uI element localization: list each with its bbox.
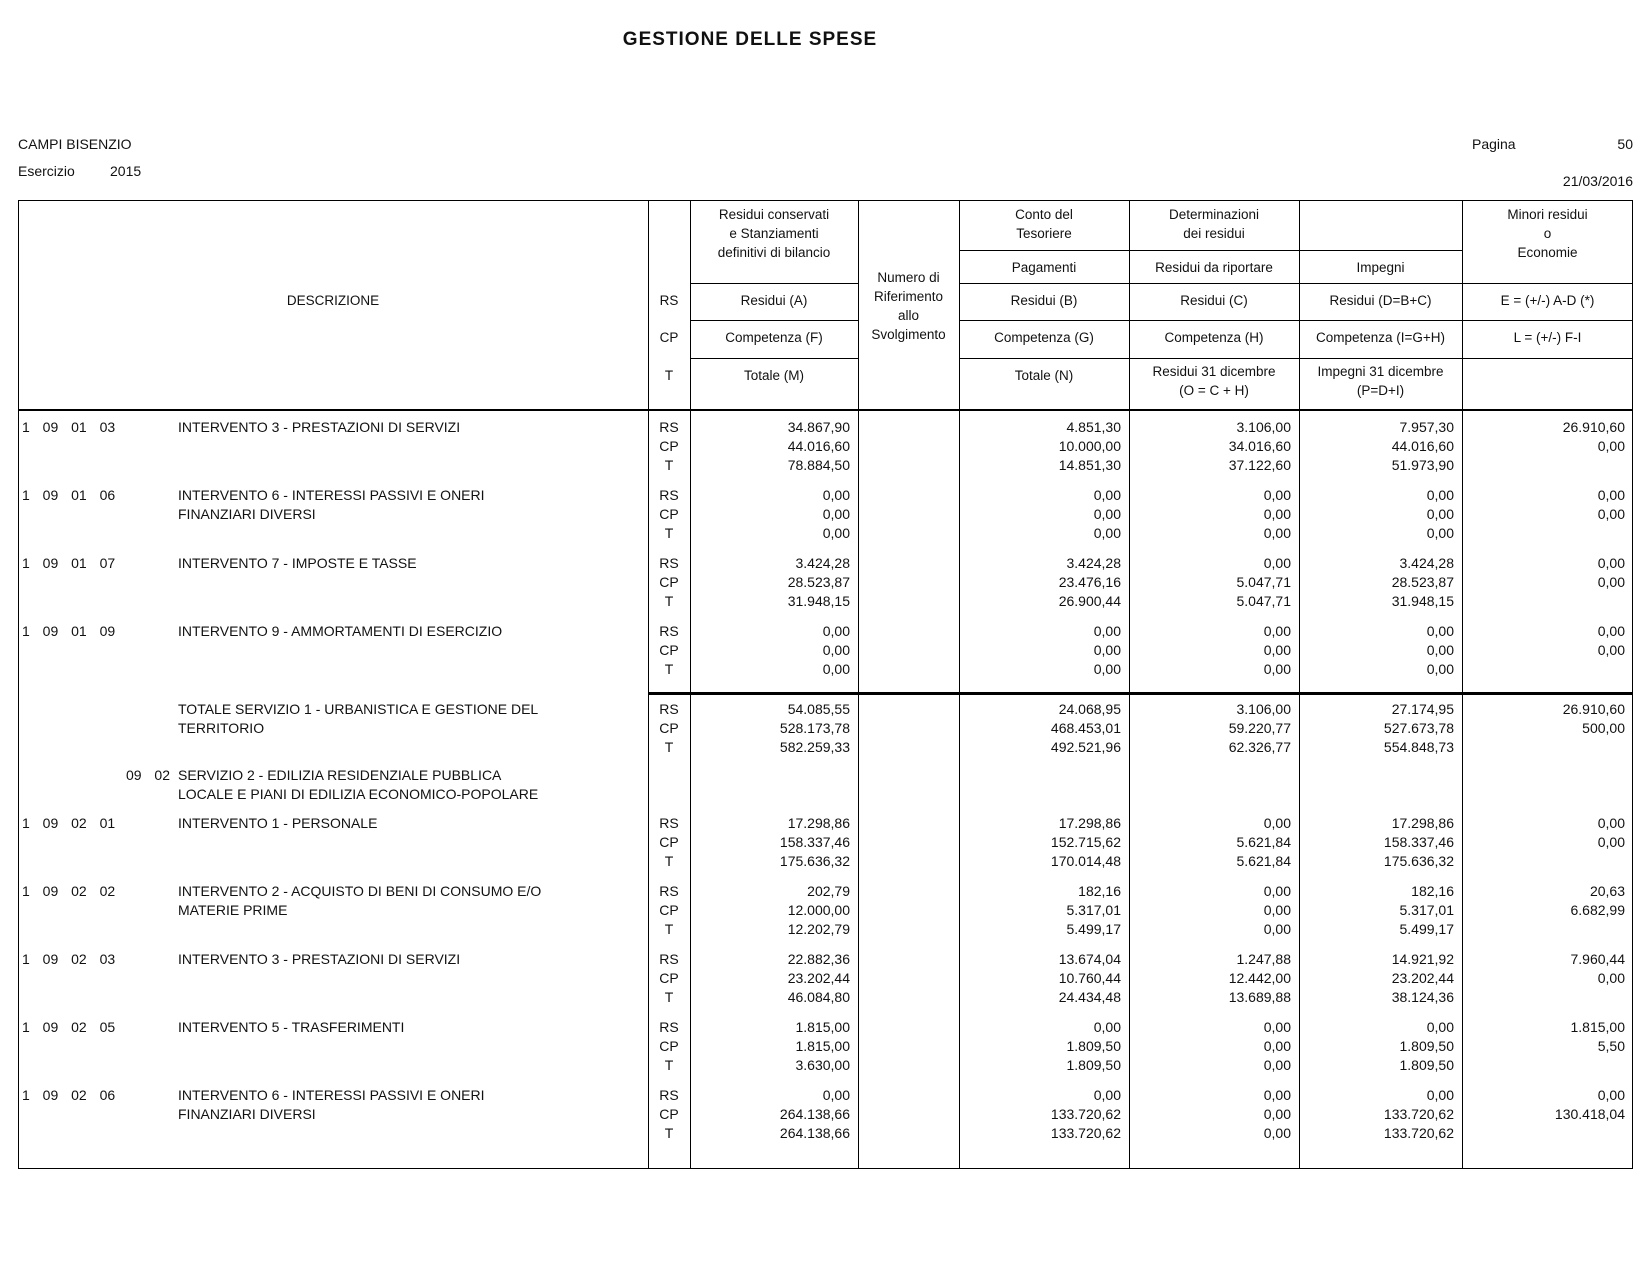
value-cell-d: 28.523,87 xyxy=(1391,574,1454,590)
value-cell-e: 0,00 xyxy=(1597,487,1625,503)
value-cell-c: 3.106,00 xyxy=(1236,701,1291,717)
value-cell-d: 0,00 xyxy=(1426,623,1454,639)
row-type-label: CP xyxy=(659,1038,679,1054)
value-cell-b: 468.453,01 xyxy=(1050,720,1121,736)
column-header-competenza-h: Competenza (H) xyxy=(1164,330,1264,345)
value-cell-c: 0,00 xyxy=(1263,487,1291,503)
row-description: INTERVENTO 3 - PRESTAZIONI DI SERVIZI xyxy=(178,951,461,967)
row-code: 1 09 02 03 xyxy=(22,951,116,967)
value-cell-b: 0,00 xyxy=(1093,1087,1121,1103)
row-code: 1 09 02 06 xyxy=(22,1087,116,1103)
value-cell-b: 24.434,48 xyxy=(1058,989,1121,1005)
value-cell-e: 26.910,60 xyxy=(1562,419,1625,435)
column-header-formula-l: L = (+/-) F-I xyxy=(1513,330,1582,345)
value-cell-b: 0,00 xyxy=(1093,623,1121,639)
value-cell-c: 0,00 xyxy=(1263,1057,1291,1073)
row-description: MATERIE PRIME xyxy=(178,902,288,918)
value-cell-d: 0,00 xyxy=(1426,1087,1454,1103)
value-cell-d: 5.317,01 xyxy=(1399,902,1454,918)
row-type-label: RS xyxy=(659,951,679,967)
value-cell-a: 28.523,87 xyxy=(787,574,850,590)
value-cell-a: 1.815,00 xyxy=(795,1038,850,1054)
value-cell-d: 1.809,50 xyxy=(1399,1057,1454,1073)
row-code: 1 09 02 02 xyxy=(22,883,116,899)
row-description: INTERVENTO 9 - AMMORTAMENTI DI ESERCIZIO xyxy=(178,623,503,639)
column-header-conto-tesoriere: Tesoriere xyxy=(1016,226,1072,241)
value-cell-e: 0,00 xyxy=(1597,506,1625,522)
value-cell-b: 152.715,62 xyxy=(1050,834,1121,850)
value-cell-d: 27.174,95 xyxy=(1391,701,1454,717)
value-cell-d: 175.636,32 xyxy=(1383,853,1454,869)
column-header-residui-31-dicembre: (O = C + H) xyxy=(1179,383,1249,398)
value-cell-a: 264.138,66 xyxy=(779,1106,850,1122)
value-cell-b: 0,00 xyxy=(1093,487,1121,503)
row-type-cp-label: CP xyxy=(659,330,679,345)
table-gridline-horizontal xyxy=(690,283,858,284)
value-cell-e: 0,00 xyxy=(1597,834,1625,850)
value-cell-e: 0,00 xyxy=(1597,574,1625,590)
value-cell-b: 0,00 xyxy=(1093,642,1121,658)
value-cell-a: 0,00 xyxy=(822,661,850,677)
table-gridline-horizontal xyxy=(18,1168,1633,1169)
value-cell-a: 202,79 xyxy=(807,883,850,899)
value-cell-a: 3.424,28 xyxy=(795,555,850,571)
value-cell-c: 5.047,71 xyxy=(1236,574,1291,590)
value-cell-e: 0,00 xyxy=(1597,1087,1625,1103)
value-cell-b: 23.476,16 xyxy=(1058,574,1121,590)
value-cell-c: 0,00 xyxy=(1263,506,1291,522)
column-header-minori-residui: o xyxy=(1543,226,1552,241)
column-header-residui-c: Residui (C) xyxy=(1180,293,1248,308)
row-description: FINANZIARI DIVERSI xyxy=(178,506,316,522)
value-cell-b: 0,00 xyxy=(1093,525,1121,541)
value-cell-c: 34.016,60 xyxy=(1228,438,1291,454)
value-cell-d: 0,00 xyxy=(1426,1019,1454,1035)
row-code: 1 09 02 01 xyxy=(22,815,116,831)
value-cell-c: 0,00 xyxy=(1263,661,1291,677)
value-cell-c: 0,00 xyxy=(1263,642,1291,658)
row-type-label: T xyxy=(664,1125,674,1141)
value-cell-b: 10.000,00 xyxy=(1058,438,1121,454)
value-cell-d: 23.202,44 xyxy=(1391,970,1454,986)
value-cell-a: 0,00 xyxy=(822,487,850,503)
value-cell-c: 13.689,88 xyxy=(1228,989,1291,1005)
value-cell-b: 24.068,95 xyxy=(1058,701,1121,717)
column-header-residui-conservati: Residui conservati xyxy=(718,207,830,222)
value-cell-e: 0,00 xyxy=(1597,642,1625,658)
value-cell-a: 78.884,50 xyxy=(787,457,850,473)
value-cell-c: 59.220,77 xyxy=(1228,720,1291,736)
row-type-label: RS xyxy=(659,1087,679,1103)
value-cell-b: 13.674,04 xyxy=(1058,951,1121,967)
row-type-label: CP xyxy=(659,642,679,658)
row-type-rs-label: RS xyxy=(659,293,679,308)
value-cell-c: 62.326,77 xyxy=(1228,739,1291,755)
value-cell-c: 3.106,00 xyxy=(1236,419,1291,435)
column-header-competenza-i: Competenza (I=G+H) xyxy=(1315,330,1446,345)
value-cell-a: 264.138,66 xyxy=(779,1125,850,1141)
row-type-label: CP xyxy=(659,506,679,522)
value-cell-a: 158.337,46 xyxy=(779,834,850,850)
column-header-formula-e: E = (+/-) A-D (*) xyxy=(1500,293,1595,308)
value-cell-a: 528.173,78 xyxy=(779,720,850,736)
value-cell-a: 0,00 xyxy=(822,642,850,658)
value-cell-b: 3.424,28 xyxy=(1066,555,1121,571)
value-cell-a: 12.000,00 xyxy=(787,902,850,918)
value-cell-e: 7.960,44 xyxy=(1570,951,1625,967)
value-cell-b: 133.720,62 xyxy=(1050,1106,1121,1122)
value-cell-b: 0,00 xyxy=(1093,506,1121,522)
column-header-impegni: Impegni xyxy=(1356,260,1405,275)
value-cell-c: 1.247,88 xyxy=(1236,951,1291,967)
column-header-pagamenti: Pagamenti xyxy=(1011,260,1077,275)
value-cell-a: 175.636,32 xyxy=(779,853,850,869)
value-cell-c: 5.621,84 xyxy=(1236,834,1291,850)
value-cell-c: 0,00 xyxy=(1263,921,1291,937)
row-type-label: T xyxy=(664,853,674,869)
column-header-residui-d: Residui (D=B+C) xyxy=(1329,293,1432,308)
value-cell-b: 1.809,50 xyxy=(1066,1057,1121,1073)
table-gridline-horizontal xyxy=(959,320,1633,321)
value-cell-b: 0,00 xyxy=(1093,661,1121,677)
value-cell-c: 0,00 xyxy=(1263,1106,1291,1122)
value-cell-d: 554.848,73 xyxy=(1383,739,1454,755)
column-header-numero-riferimento: Svolgimento xyxy=(871,327,946,342)
table-gridline-horizontal xyxy=(648,692,1633,695)
column-header-minori-residui: Minori residui xyxy=(1507,207,1588,222)
value-cell-a: 0,00 xyxy=(822,506,850,522)
column-header-totale-n: Totale (N) xyxy=(1014,368,1074,383)
column-header-determinazioni: Determinazioni xyxy=(1168,207,1260,222)
value-cell-a: 1.815,00 xyxy=(795,1019,850,1035)
row-code: 1 09 01 07 xyxy=(22,555,116,571)
value-cell-e: 0,00 xyxy=(1597,815,1625,831)
service-row-description: SERVIZIO 2 - EDILIZIA RESIDENZIALE PUBBLICA xyxy=(178,767,502,783)
report-date: 21/03/2016 xyxy=(1562,173,1633,189)
value-cell-d: 0,00 xyxy=(1426,661,1454,677)
row-type-label: RS xyxy=(659,883,679,899)
value-cell-e: 0,00 xyxy=(1597,555,1625,571)
row-type-label: T xyxy=(664,593,674,609)
row-type-label: RS xyxy=(659,555,679,571)
column-header-minori-residui: Economie xyxy=(1517,245,1578,260)
row-description: INTERVENTO 7 - IMPOSTE E TASSE xyxy=(178,555,417,571)
row-code: 1 09 01 09 xyxy=(22,623,116,639)
value-cell-b: 5.499,17 xyxy=(1066,921,1121,937)
value-cell-c: 12.442,00 xyxy=(1228,970,1291,986)
value-cell-d: 3.424,28 xyxy=(1399,555,1454,571)
pagina-value: 50 xyxy=(1617,136,1633,152)
value-cell-e: 0,00 xyxy=(1597,438,1625,454)
total-row-description: TERRITORIO xyxy=(178,720,265,736)
value-cell-b: 5.317,01 xyxy=(1066,902,1121,918)
value-cell-d: 31.948,15 xyxy=(1391,593,1454,609)
value-cell-d: 5.499,17 xyxy=(1399,921,1454,937)
value-cell-b: 182,16 xyxy=(1078,883,1121,899)
entity-name: CAMPI BISENZIO xyxy=(18,136,132,152)
column-header-residui-conservati: e Stanziamenti xyxy=(729,226,819,241)
value-cell-c: 37.122,60 xyxy=(1228,457,1291,473)
value-cell-a: 23.202,44 xyxy=(787,970,850,986)
value-cell-a: 0,00 xyxy=(822,525,850,541)
column-header-numero-riferimento: allo xyxy=(897,308,919,323)
value-cell-e: 1.815,00 xyxy=(1570,1019,1625,1035)
service-code: 09 02 xyxy=(125,767,170,783)
value-cell-d: 38.124,36 xyxy=(1391,989,1454,1005)
value-cell-d: 0,00 xyxy=(1426,487,1454,503)
row-type-label: CP xyxy=(659,902,679,918)
row-code: 1 09 01 03 xyxy=(22,419,116,435)
value-cell-b: 133.720,62 xyxy=(1050,1125,1121,1141)
row-type-label: RS xyxy=(659,1019,679,1035)
value-cell-a: 34.867,90 xyxy=(787,419,850,435)
value-cell-c: 0,00 xyxy=(1263,815,1291,831)
value-cell-e: 6.682,99 xyxy=(1570,902,1625,918)
value-cell-d: 158.337,46 xyxy=(1383,834,1454,850)
row-code: 1 09 02 05 xyxy=(22,1019,116,1035)
row-description: INTERVENTO 5 - TRASFERIMENTI xyxy=(178,1019,405,1035)
table-gridline-horizontal xyxy=(690,320,858,321)
column-header-residui-a: Residui (A) xyxy=(740,293,808,308)
value-cell-b: 17.298,86 xyxy=(1058,815,1121,831)
row-description: FINANZIARI DIVERSI xyxy=(178,1106,316,1122)
value-cell-d: 182,16 xyxy=(1411,883,1454,899)
value-cell-d: 1.809,50 xyxy=(1399,1038,1454,1054)
esercizio-year: 2015 xyxy=(110,163,142,179)
row-type-label: RS xyxy=(659,623,679,639)
table-gridline-vertical xyxy=(18,200,19,1168)
row-type-label: RS xyxy=(659,701,679,717)
esercizio-label: Esercizio xyxy=(18,163,75,179)
value-cell-a: 17.298,86 xyxy=(787,815,850,831)
value-cell-d: 133.720,62 xyxy=(1383,1125,1454,1141)
value-cell-a: 3.630,00 xyxy=(795,1057,850,1073)
row-type-label: CP xyxy=(659,574,679,590)
row-description: INTERVENTO 3 - PRESTAZIONI DI SERVIZI xyxy=(178,419,461,435)
page-title: GESTIONE DELLE SPESE xyxy=(622,29,878,50)
value-cell-c: 0,00 xyxy=(1263,623,1291,639)
column-header-descrizione: DESCRIZIONE xyxy=(286,293,380,308)
table-gridline-horizontal xyxy=(18,200,1633,201)
row-description: INTERVENTO 1 - PERSONALE xyxy=(178,815,378,831)
value-cell-c: 0,00 xyxy=(1263,1019,1291,1035)
value-cell-c: 0,00 xyxy=(1263,525,1291,541)
value-cell-d: 0,00 xyxy=(1426,506,1454,522)
row-type-label: T xyxy=(664,525,674,541)
column-header-residui-conservati: definitivi di bilancio xyxy=(717,245,831,260)
value-cell-a: 582.259,33 xyxy=(779,739,850,755)
table-gridline-horizontal xyxy=(18,409,1633,411)
value-cell-e: 20,63 xyxy=(1589,883,1625,899)
value-cell-e: 0,00 xyxy=(1597,623,1625,639)
column-header-impegni-31-dicembre: (P=D+I) xyxy=(1356,383,1405,398)
value-cell-c: 5.621,84 xyxy=(1236,853,1291,869)
value-cell-e: 0,00 xyxy=(1597,970,1625,986)
row-type-label: T xyxy=(664,1057,674,1073)
total-row-description: TOTALE SERVIZIO 1 - URBANISTICA E GESTIONE DEL xyxy=(178,701,539,717)
value-cell-c: 5.047,71 xyxy=(1236,593,1291,609)
column-header-numero-riferimento: Riferimento xyxy=(873,289,944,304)
value-cell-e: 130.418,04 xyxy=(1554,1106,1625,1122)
service-row-description: LOCALE E PIANI DI EDILIZIA ECONOMICO-POPOLARE xyxy=(178,786,539,802)
value-cell-b: 170.014,48 xyxy=(1050,853,1121,869)
value-cell-a: 46.084,80 xyxy=(787,989,850,1005)
value-cell-b: 4.851,30 xyxy=(1066,419,1121,435)
column-header-totale-m: Totale (M) xyxy=(743,368,804,383)
value-cell-d: 7.957,30 xyxy=(1399,419,1454,435)
value-cell-e: 26.910,60 xyxy=(1562,701,1625,717)
table-gridline-horizontal xyxy=(959,358,1633,359)
value-cell-a: 0,00 xyxy=(822,1087,850,1103)
value-cell-a: 31.948,15 xyxy=(787,593,850,609)
value-cell-b: 1.809,50 xyxy=(1066,1038,1121,1054)
row-code: 1 09 01 06 xyxy=(22,487,116,503)
value-cell-d: 51.973,90 xyxy=(1391,457,1454,473)
row-type-label: T xyxy=(664,989,674,1005)
value-cell-e: 500,00 xyxy=(1582,720,1625,736)
row-type-label: CP xyxy=(659,1106,679,1122)
value-cell-b: 14.851,30 xyxy=(1058,457,1121,473)
row-type-t-label: T xyxy=(664,368,674,383)
table-gridline-horizontal xyxy=(959,250,1462,251)
value-cell-a: 0,00 xyxy=(822,623,850,639)
value-cell-d: 14.921,92 xyxy=(1391,951,1454,967)
row-type-label: T xyxy=(664,661,674,677)
table-gridline-horizontal xyxy=(690,358,858,359)
row-type-label: T xyxy=(664,921,674,937)
value-cell-d: 44.016,60 xyxy=(1391,438,1454,454)
column-header-residui-31-dicembre: Residui 31 dicembre xyxy=(1152,364,1276,379)
row-type-label: CP xyxy=(659,834,679,850)
table-gridline-horizontal xyxy=(959,283,1633,284)
column-header-residui-b: Residui (B) xyxy=(1010,293,1078,308)
row-type-label: CP xyxy=(659,970,679,986)
value-cell-a: 22.882,36 xyxy=(787,951,850,967)
value-cell-d: 0,00 xyxy=(1426,525,1454,541)
value-cell-c: 0,00 xyxy=(1263,1038,1291,1054)
value-cell-d: 133.720,62 xyxy=(1383,1106,1454,1122)
row-type-label: RS xyxy=(659,815,679,831)
column-header-numero-riferimento: Numero di xyxy=(877,270,940,285)
table-gridline-vertical xyxy=(858,200,859,1168)
row-type-label: RS xyxy=(659,419,679,435)
value-cell-b: 0,00 xyxy=(1093,1019,1121,1035)
value-cell-c: 0,00 xyxy=(1263,555,1291,571)
value-cell-b: 492.521,96 xyxy=(1050,739,1121,755)
row-description: INTERVENTO 2 - ACQUISTO DI BENI DI CONSUMO E/O xyxy=(178,883,542,899)
value-cell-a: 44.016,60 xyxy=(787,438,850,454)
row-type-label: T xyxy=(664,457,674,473)
value-cell-a: 12.202,79 xyxy=(787,921,850,937)
value-cell-d: 0,00 xyxy=(1426,642,1454,658)
value-cell-c: 0,00 xyxy=(1263,902,1291,918)
column-header-competenza-f: Competenza (F) xyxy=(725,330,823,345)
value-cell-b: 26.900,44 xyxy=(1058,593,1121,609)
value-cell-a: 54.085,55 xyxy=(787,701,850,717)
table-gridline-vertical xyxy=(1632,200,1633,1168)
row-type-label: RS xyxy=(659,487,679,503)
row-description: INTERVENTO 6 - INTERESSI PASSIVI E ONERI xyxy=(178,1087,485,1103)
value-cell-d: 527.673,78 xyxy=(1383,720,1454,736)
column-header-conto-tesoriere: Conto del xyxy=(1015,207,1073,222)
row-description: INTERVENTO 6 - INTERESSI PASSIVI E ONERI xyxy=(178,487,485,503)
column-header-determinazioni: dei residui xyxy=(1183,226,1245,241)
column-header-impegni-31-dicembre: Impegni 31 dicembre xyxy=(1317,364,1444,379)
value-cell-c: 0,00 xyxy=(1263,1087,1291,1103)
value-cell-c: 0,00 xyxy=(1263,883,1291,899)
value-cell-d: 17.298,86 xyxy=(1391,815,1454,831)
row-type-label: CP xyxy=(659,720,679,736)
row-type-label: T xyxy=(664,739,674,755)
column-header-residui-da-riportare: Residui da riportare xyxy=(1155,260,1273,275)
column-header-competenza-g: Competenza (G) xyxy=(994,330,1094,345)
row-type-label: CP xyxy=(659,438,679,454)
value-cell-b: 10.760,44 xyxy=(1058,970,1121,986)
value-cell-e: 5,50 xyxy=(1597,1038,1625,1054)
pagina-label: Pagina xyxy=(1472,136,1516,152)
value-cell-c: 0,00 xyxy=(1263,1125,1291,1141)
